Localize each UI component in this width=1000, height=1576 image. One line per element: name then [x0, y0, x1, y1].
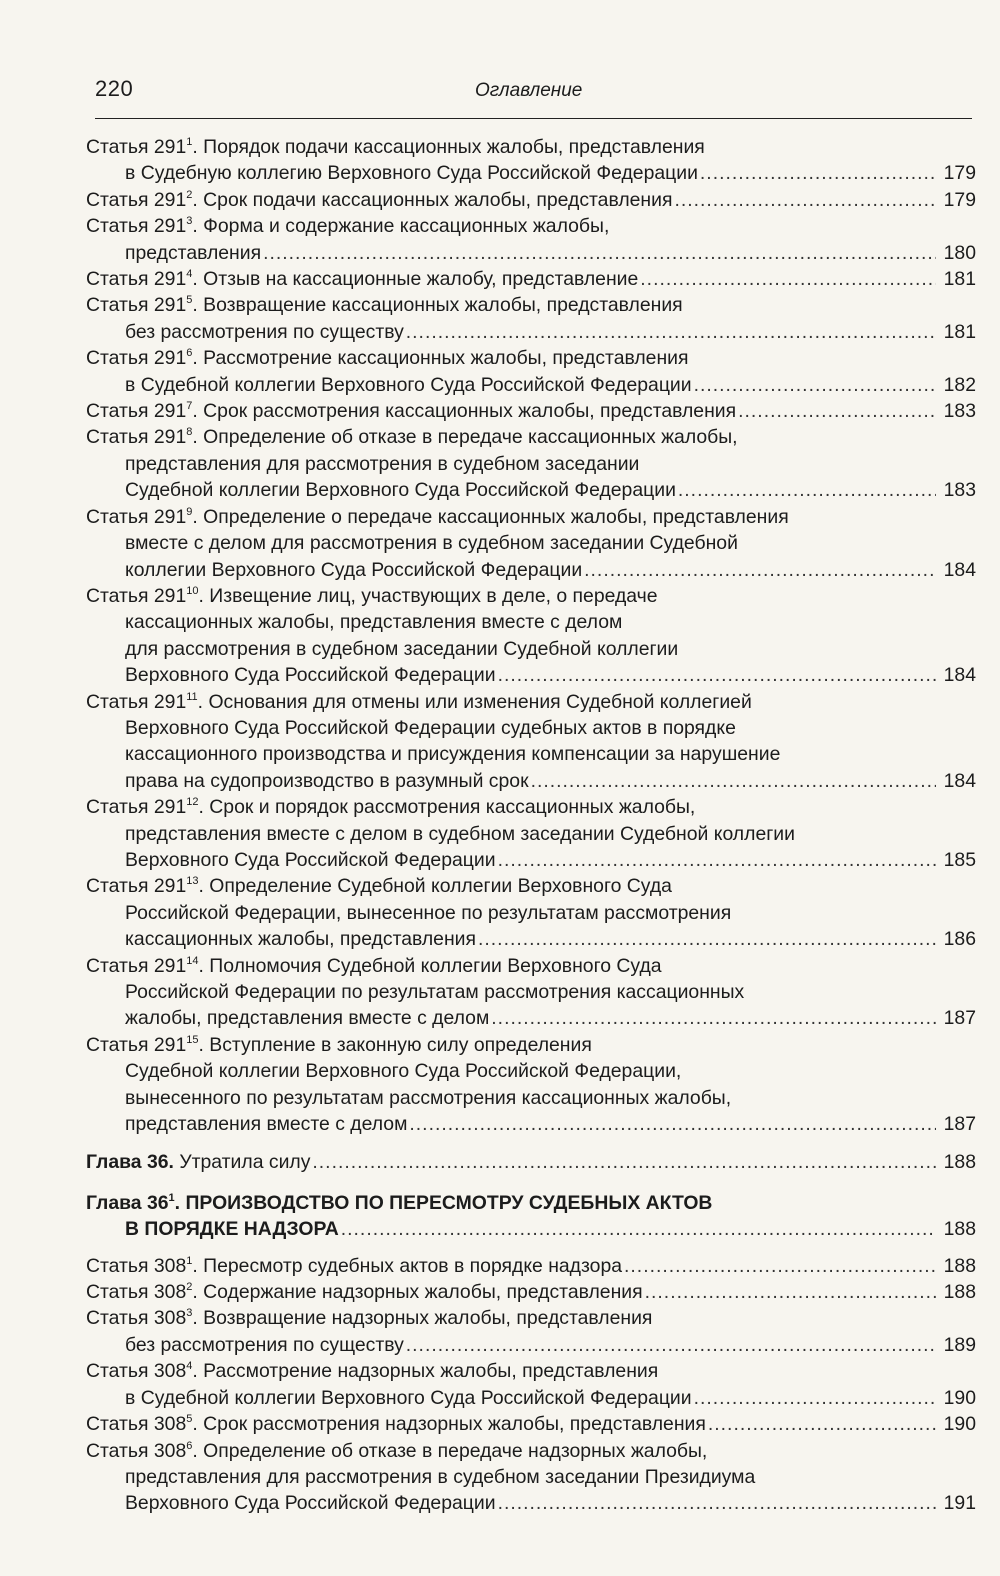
toc-line	[86, 794, 976, 820]
toc-line	[86, 292, 976, 318]
entry-title: права на судопроизводство в разумный срок	[125, 769, 529, 792]
entry-title: Пересмотр судебных актов в порядке надзора	[203, 1254, 623, 1277]
toc-line-text: Статья $308^2$. Содержание надзорных жалобы, представления	[86, 1281, 643, 1304]
entry-title: Судебной коллегии Верховного Суда Российской Федерации,	[125, 1060, 682, 1083]
toc-line-text	[125, 1111, 407, 1137]
toc-line-text	[125, 372, 692, 398]
toc-line	[86, 1332, 976, 1358]
toc-line	[86, 662, 976, 688]
header-rule	[95, 118, 972, 119]
toc-line	[86, 240, 976, 266]
page-reference: 185	[943, 848, 976, 871]
toc-article-entry	[86, 1253, 976, 1279]
toc-article-entry	[86, 424, 976, 503]
entry-title: кассационных жалобы, представления вместе с делом	[125, 611, 623, 634]
toc-article-entry	[86, 794, 976, 873]
toc-line-text: Статья $291^8$. Определение об отказе в передаче кассационных жалобы,	[86, 426, 738, 449]
entry-title: Срок и порядок рассмотрения кассационных жалобы,	[209, 796, 696, 819]
toc-line-text	[125, 715, 736, 741]
toc-article-entry	[86, 953, 976, 1032]
toc-line	[86, 1085, 976, 1111]
entry-label: Статья 291	[86, 400, 187, 423]
entry-title: вместе с делом для рассмотрения в судебном заседании Судебной	[125, 532, 738, 555]
entry-label-superscript: 11	[186, 690, 198, 703]
toc-line	[86, 1190, 976, 1216]
toc-line-text: Статья $291^9$. Определение о передаче кассационных жалобы, представления	[86, 505, 789, 528]
toc-article-entry	[86, 873, 976, 952]
entry-label-superscript: 2	[186, 1281, 193, 1294]
toc-article-entry	[86, 1305, 976, 1358]
toc-article-entry	[86, 187, 976, 213]
entry-label: Статья 291	[86, 954, 187, 977]
toc-line-text: Статья $291^{10}$. Извещение лиц, участвующих в деле, о передаче	[86, 584, 658, 607]
entry-label-superscript: 12	[186, 796, 199, 809]
dot-leader	[738, 398, 936, 424]
toc-line	[86, 424, 976, 450]
toc-line	[86, 1058, 976, 1084]
entry-title: Возвращение кассационных жалобы, представления	[203, 294, 683, 317]
entry-title: Срок подачи кассационных жалобы, представления	[203, 188, 673, 211]
toc-line	[86, 451, 976, 477]
page-header	[95, 76, 975, 110]
entry-title: Отзыв на кассационные жалобу, представление	[203, 268, 639, 291]
toc-line-text: Статья $291^{13}$. Определение Судебной коллегии Верховного Суда	[86, 875, 672, 898]
toc-line-text: Статья $308^5$. Срок рассмотрения надзорных жалобы, представления	[86, 1413, 706, 1436]
entry-title: коллегии Верховного Суда Российской Федерации	[125, 558, 583, 581]
dot-leader	[263, 240, 936, 266]
toc-line-text: Глава $36^1$. ПРОИЗВОДСТВО ПО ПЕРЕСМОТРУ СУДЕБНЫХ АКТОВ	[86, 1191, 713, 1214]
toc-line-text: Статья $291^1$. Порядок подачи кассационных жалобы, представления	[86, 136, 705, 158]
page-reference: 180	[943, 241, 976, 264]
page-reference: 181	[943, 320, 976, 343]
entry-label: Глава 36	[86, 1151, 169, 1174]
toc-line-text	[125, 1216, 339, 1242]
dot-leader	[708, 1411, 936, 1437]
entry-label-superscript: 1	[168, 1191, 175, 1204]
entry-title: представления вместе с делом в судебном заседании Судебной коллегии	[125, 822, 795, 845]
toc-article-entry	[86, 583, 976, 689]
toc-chapter-entry	[86, 1190, 976, 1243]
toc-line-text: Статья $308^4$. Рассмотрение надзорных жалобы, представления	[86, 1360, 659, 1383]
entry-label-superscript: 3	[186, 215, 193, 228]
entry-title: Рассмотрение кассационных жалобы, представления	[203, 347, 689, 370]
dot-leader	[498, 1490, 936, 1516]
toc-line	[86, 213, 976, 239]
toc-line-text	[125, 900, 731, 926]
toc-article-entry	[86, 1032, 976, 1138]
toc-line-text	[125, 530, 738, 556]
toc-line	[86, 741, 976, 767]
toc-line	[86, 689, 976, 715]
entry-label: Статья 308	[86, 1360, 187, 1383]
toc-line-text	[125, 979, 744, 1005]
entry-title: Содержание надзорных жалобы, представления	[203, 1281, 643, 1304]
toc-article-entry	[86, 213, 976, 266]
toc-line	[86, 1032, 976, 1058]
toc-line-text	[125, 1490, 496, 1516]
page-reference: 190	[943, 1413, 976, 1436]
toc-line	[86, 1490, 976, 1516]
page-reference: 189	[943, 1333, 976, 1356]
toc-line-text	[125, 451, 639, 477]
toc-line-text	[125, 662, 496, 688]
entry-label-superscript: 5	[186, 294, 193, 307]
toc-line	[86, 187, 976, 213]
toc-line-text: Статья $308^1$. Пересмотр судебных актов в порядке надзора	[86, 1254, 623, 1277]
entry-title: без рассмотрения по существу	[125, 1333, 404, 1356]
entry-title: Вступление в законную силу определения	[209, 1033, 592, 1056]
page-reference: 184	[943, 664, 976, 687]
entry-title: Извещение лиц, участвующих в деле, о передаче	[209, 584, 658, 607]
toc-line-text: Статья $291^6$. Рассмотрение кассационных жалобы, представления	[86, 347, 689, 370]
dot-leader	[341, 1216, 936, 1242]
toc-line	[86, 134, 976, 160]
entry-label: Статья 291	[86, 584, 187, 607]
toc-line-text	[125, 926, 476, 952]
entry-label-superscript: 7	[186, 400, 193, 413]
toc-line-text	[125, 1332, 404, 1358]
toc-line	[86, 715, 976, 741]
entry-title: для рассмотрения в судебном заседании Судебной коллегии	[125, 637, 679, 660]
dot-leader	[624, 1253, 936, 1279]
entry-title: Верховного Суда Российской Федерации	[125, 664, 496, 687]
toc-line-text: Статья $291^{15}$. Вступление в законную силу определения	[86, 1033, 592, 1056]
entry-label: Глава 36	[86, 1191, 169, 1214]
dot-leader	[498, 662, 936, 688]
entry-label-superscript: 3	[186, 1307, 193, 1320]
toc-line	[86, 1438, 976, 1464]
entry-title: Форма и содержание кассационных жалобы,	[203, 215, 610, 238]
page-reference: 190	[943, 1386, 976, 1409]
entry-label-superscript: 1	[186, 136, 193, 148]
toc-line	[86, 1111, 976, 1137]
entry-title: в Судебную коллегию Верховного Суда Российской Федерации	[125, 162, 698, 185]
entry-label: Статья 291	[86, 796, 187, 819]
page-reference: 186	[943, 928, 976, 951]
page-reference: 188	[943, 1254, 976, 1277]
entry-label-superscript: 5	[186, 1413, 193, 1426]
entry-title: кассационных жалобы, представления	[125, 928, 477, 951]
entry-title: Порядок подачи кассационных жалобы, представления	[203, 136, 705, 158]
dot-leader	[406, 319, 936, 345]
dot-leader	[312, 1149, 936, 1175]
entry-label: Статья 291	[86, 215, 187, 238]
toc-line-text	[125, 557, 582, 583]
toc-line	[86, 1358, 976, 1384]
page-reference: 183	[943, 479, 976, 502]
entry-title: Определение Судебной коллегии Верховного Суда	[209, 875, 672, 898]
dot-leader	[694, 1385, 936, 1411]
entry-title: Рассмотрение надзорных жалобы, представления	[203, 1360, 659, 1383]
toc-line	[86, 504, 976, 530]
toc-article-entry	[86, 345, 976, 398]
entry-label-superscript: 4	[186, 268, 193, 281]
entry-title: представления вместе с делом	[125, 1113, 408, 1136]
entry-label-superscript: 9	[186, 505, 193, 518]
page-reference: 188	[943, 1151, 976, 1174]
toc-line	[86, 926, 976, 952]
toc-line	[86, 900, 976, 926]
toc-chapter-entry	[86, 1149, 976, 1175]
entry-title: Срок рассмотрения надзорных жалобы, представления	[203, 1413, 706, 1436]
entry-label-superscript: 4	[186, 1360, 193, 1373]
toc-line	[86, 160, 976, 186]
toc-line-text: Статья $291^2$. Срок подачи кассационных жалобы, представления	[86, 188, 673, 211]
toc-line-text	[125, 847, 496, 873]
toc-line-text: Статья $291^{11}$. Основания для отмены или изменения Судебной коллегией	[86, 690, 752, 713]
toc-line-text: Статья $291^3$. Форма и содержание кассационных жалобы,	[86, 215, 610, 238]
toc-line-text	[125, 1005, 489, 1031]
entry-title: Определение об отказе в передаче надзорных жалобы,	[203, 1439, 708, 1462]
entry-title: представления	[125, 241, 262, 264]
toc-line	[86, 398, 976, 424]
entry-label: Статья 291	[86, 347, 187, 370]
page-reference: 188	[943, 1281, 976, 1304]
toc-article-entry	[86, 1438, 976, 1517]
entry-title: без рассмотрения по существу	[125, 320, 404, 343]
entry-label: Статья 291	[86, 188, 187, 211]
entry-title: кассационного производства и присуждения компенсации за нарушение	[125, 743, 781, 766]
entry-title: жалобы, представления вместе с делом	[125, 1007, 490, 1030]
dot-leader	[678, 477, 936, 503]
entry-label: Статья 291	[86, 875, 187, 898]
toc-line-text: Статья $308^6$. Определение об отказе в передаче надзорных жалобы,	[86, 1439, 708, 1462]
page-reference: 179	[943, 188, 976, 211]
entry-title: Верховного Суда Российской Федерации судебных актов в порядке	[125, 716, 736, 739]
entry-label: Статья 291	[86, 136, 187, 158]
entry-label: Статья 291	[86, 690, 187, 713]
toc-line	[86, 1385, 976, 1411]
dot-leader	[694, 372, 936, 398]
toc-article-entry	[86, 1358, 976, 1411]
toc-line-text: Статья $291^7$. Срок рассмотрения кассационных жалобы, представления	[86, 400, 737, 423]
toc-article-entry	[86, 398, 976, 424]
toc-line	[86, 583, 976, 609]
toc-line	[86, 530, 976, 556]
toc-line	[86, 1149, 976, 1175]
toc-article-entry	[86, 504, 976, 583]
entry-title: Полномочия Судебной коллегии Верховного Суда	[209, 954, 662, 977]
toc-line	[86, 979, 976, 1005]
page-reference: 179	[943, 162, 976, 185]
toc-line	[86, 1005, 976, 1031]
entry-title: Утратила силу	[179, 1151, 311, 1174]
dot-leader	[584, 557, 936, 583]
dot-leader	[640, 266, 936, 292]
table-of-contents	[86, 134, 976, 1517]
entry-label: Статья 308	[86, 1413, 187, 1436]
toc-line	[86, 372, 976, 398]
entry-label: Статья 308	[86, 1281, 187, 1304]
running-title: Оглавление	[475, 80, 583, 101]
toc-line-text: Статья $291^5$. Возвращение кассационных жалобы, представления	[86, 294, 683, 317]
entry-title: В ПОРЯДКЕ НАДЗОРА	[125, 1218, 339, 1241]
toc-article-entry	[86, 1279, 976, 1305]
entry-label-superscript: 6	[186, 1439, 193, 1452]
entry-title: Российской Федерации, вынесенное по результатам рассмотрения	[125, 901, 732, 924]
entry-title: Верховного Суда Российской Федерации	[125, 1492, 496, 1515]
entry-label-superscript: 14	[186, 954, 199, 967]
dot-leader	[531, 768, 936, 794]
entry-label-superscript: 8	[186, 426, 193, 439]
toc-line-text	[125, 821, 795, 847]
page-reference: 181	[943, 268, 976, 291]
toc-line	[86, 953, 976, 979]
toc-line	[86, 266, 976, 292]
entry-title: ПРОИЗВОДСТВО ПО ПЕРЕСМОТРУ СУДЕБНЫХ АКТОВ	[185, 1191, 713, 1214]
toc-line-text	[125, 609, 622, 635]
toc-line	[86, 636, 976, 662]
dot-leader	[674, 187, 936, 213]
toc-article-entry	[86, 266, 976, 292]
entry-title: Российской Федерации по результатам рассмотрения кассационных	[125, 981, 745, 1003]
page-reference: 184	[943, 558, 976, 581]
toc-line-text	[125, 1058, 681, 1084]
dot-leader	[478, 926, 936, 952]
toc-line	[86, 1464, 976, 1490]
toc-line-text	[125, 636, 678, 662]
toc-line	[86, 557, 976, 583]
dot-leader	[645, 1279, 936, 1305]
toc-line-text: Статья $291^4$. Отзыв на кассационные жалобу, представление	[86, 268, 639, 291]
toc-article-entry	[86, 1411, 976, 1437]
entry-label: Статья 291	[86, 1033, 187, 1056]
toc-line	[86, 1253, 976, 1279]
entry-label: Статья 308	[86, 1439, 187, 1462]
toc-line	[86, 319, 976, 345]
toc-line-text	[125, 240, 261, 266]
toc-article-entry	[86, 134, 976, 187]
toc-line	[86, 768, 976, 794]
page-reference: 183	[943, 400, 976, 423]
entry-label-superscript: 10	[186, 584, 199, 597]
entry-label: Статья 291	[86, 294, 187, 317]
toc-line	[86, 1279, 976, 1305]
toc-line	[86, 873, 976, 899]
page-reference: 182	[943, 373, 976, 396]
entry-label-superscript: 6	[186, 347, 193, 360]
entry-title: в Судебной коллегии Верховного Суда Российской Федерации	[125, 1386, 692, 1409]
entry-title: Верховного Суда Российской Федерации	[125, 848, 496, 871]
toc-line-text: Статья $291^{14}$. Полномочия Судебной коллегии Верховного Суда	[86, 954, 662, 977]
dot-leader	[491, 1005, 936, 1031]
entry-label: Статья 291	[86, 505, 187, 528]
toc-line-text	[125, 741, 780, 767]
toc-line	[86, 1216, 976, 1242]
toc-line	[86, 345, 976, 371]
entry-title: представления для рассмотрения в судебном заседании Президиума	[125, 1465, 756, 1488]
toc-line-text	[125, 1464, 755, 1490]
page-reference: 184	[943, 769, 976, 792]
entry-title: Определение о передаче кассационных жалобы, представления	[203, 505, 789, 528]
page-number: 220	[95, 76, 134, 101]
dot-leader	[409, 1111, 936, 1137]
entry-label-superscript: 2	[186, 188, 193, 201]
toc-line	[86, 609, 976, 635]
entry-title: вынесенного по результатам рассмотрения кассационных жалобы,	[125, 1086, 732, 1109]
entry-title: Основания для отмены или изменения Судебной коллегией	[208, 690, 752, 713]
toc-article-entry	[86, 292, 976, 345]
toc-line	[86, 1411, 976, 1437]
toc-line-text	[125, 1385, 692, 1411]
entry-label: Статья 291	[86, 426, 187, 449]
entry-label-superscript: 1	[186, 1254, 193, 1267]
page-reference: 187	[943, 1113, 976, 1136]
toc-line-text: Глава 36. Утратила силу	[86, 1151, 311, 1174]
entry-label: Статья 308	[86, 1307, 187, 1330]
toc-line-text	[125, 768, 529, 794]
entry-label-superscript: 13	[186, 875, 199, 888]
toc-line-text: Статья $291^{12}$. Срок и порядок рассмотрения кассационных жалобы,	[86, 796, 696, 819]
page-reference: 191	[943, 1492, 976, 1515]
toc-line-text	[125, 319, 404, 345]
entry-title: в Судебной коллегии Верховного Суда Российской Федерации	[125, 373, 692, 396]
entry-title: представления для рассмотрения в судебном заседании	[125, 452, 640, 475]
dot-leader	[700, 160, 936, 186]
dot-leader	[406, 1332, 936, 1358]
toc-line	[86, 1305, 976, 1331]
toc-line-text	[125, 160, 698, 186]
toc-line-text: Статья $308^3$. Возвращение надзорных жалобы, представления	[86, 1307, 653, 1330]
entry-title: Определение об отказе в передаче кассационных жалобы,	[203, 426, 738, 449]
toc-line	[86, 477, 976, 503]
entry-label: Статья 291	[86, 268, 187, 291]
toc-article-entry	[86, 689, 976, 795]
toc-line-text	[125, 1085, 731, 1111]
entry-title: Судебной коллегии Верховного Суда Российской Федерации	[125, 479, 676, 502]
toc-line	[86, 821, 976, 847]
dot-leader	[498, 847, 936, 873]
entry-label-superscript: 15	[186, 1033, 199, 1046]
page-reference: 188	[943, 1218, 976, 1241]
toc-line-text	[125, 477, 676, 503]
entry-title: Возвращение надзорных жалобы, представления	[203, 1307, 653, 1330]
entry-label: Статья 308	[86, 1254, 187, 1277]
page-reference: 187	[943, 1007, 976, 1030]
entry-title: Срок рассмотрения кассационных жалобы, представления	[203, 400, 737, 423]
toc-line	[86, 847, 976, 873]
